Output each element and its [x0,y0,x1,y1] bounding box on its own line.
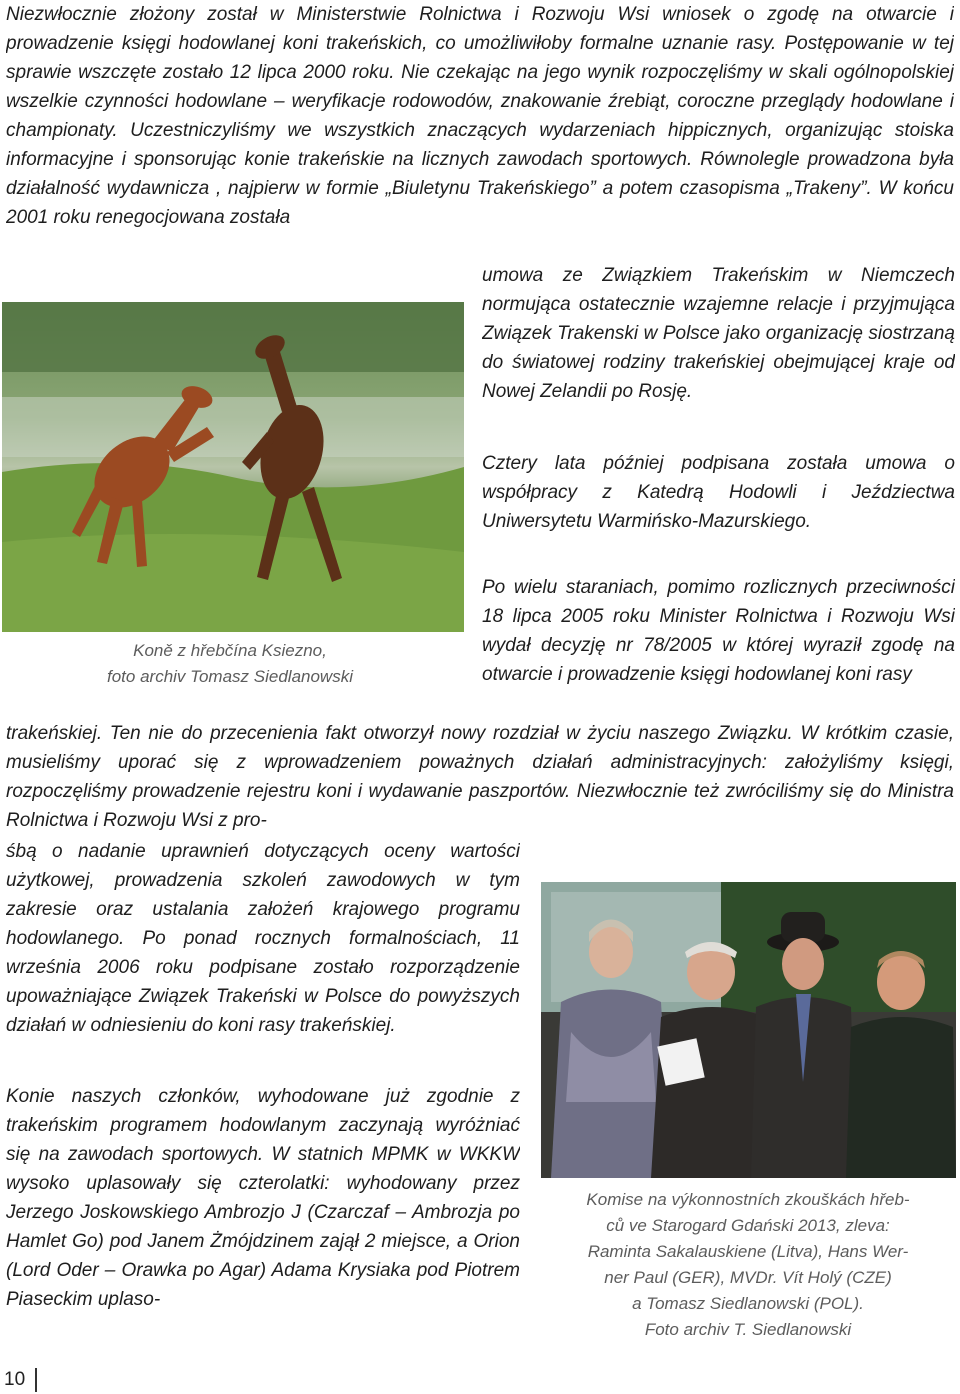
people-image [541,882,956,1178]
intro-paragraph [6,0,954,263]
people-caption [538,1187,958,1343]
horses-caption-line-2: foto archiv Tomasz Siedlanowski [107,667,353,686]
left-column-para-2: Konie naszych członków, wyhodowane już zgodnie z trakeńskim programem hodowlanym zaczynają wyróżniać się na zawodach sportowych. W statnich MPMK w WKKW wysoko uplasowały się czterolatki: wyhodowany przez Jerzego Joskowskiego Ambrozjo J (Czarczaf – Ambrozja po Hamlet Go) pod Janem Żmójdzinem zajął 2 miejsce, a Orion (Lord Oder – Orawka po Agar) Adama Krysiaka pod Piotrem Piaseckim uplaso- [6,1086,520,1310]
people-caption-line-5: a Tomasz Siedlanowski (POL). [632,1294,864,1313]
right-column-para-2: Cztery lata później podpisana została umowa o współpracy z Katedrą Hodowli i Jeździectwa Uniwersytetu Warmińsko-Mazurskiego. [482,453,955,532]
people-photo [541,882,956,1178]
people-caption-line-3: Raminta Sakalauskiene (Litva), Hans Wer- [587,1242,909,1261]
people-caption-line-2: ců ve Starogard Gdański 2013, zleva: [606,1216,890,1235]
intro-text: Niezwłocznie złożony został w Ministerstwie Rolnictwa i Rozwoju Wsi wniosek o zgodę na otwarcie i prowadzenie księgi hodowlanej koni trakeńskich, co umożliwiłoby formalne uznanie rasy. Postępowanie w tej sprawie wszczęte zostało 12 lipca 2000 roku. Nie czekając na jego wynik rozpoczęliśmy w skali ogólnopolskiej wszelkie czynności hodowlane – weryfikacje rodowodów, znakowanie źrebiąt, coroczne przeglądy hodowlane i championaty. Uczestniczyliśmy we wszystkich znaczących wydarzeniach hippicznych, organizując stoiska informacyjne i sponsorując konie trakeńskie na licznych zawodach sportowych. Równolegle prowadzona była działalność wydawnicza , najpierw w formie „Biuletynu Trakeńskiego” a potem czasopisma „Trakeny”. W końcu 2001 roku renegocjowana została [6,4,954,228]
people-caption-line-4: ner Paul (GER), MVDr. Vít Holý (CZE) [604,1268,892,1287]
horses-caption-line-1: Koně z hřebčína Ksiezno, [133,641,327,660]
horses-caption [20,638,440,690]
page-number: 10 [4,1368,37,1392]
horses-photo [2,302,464,632]
horses-image [2,302,464,632]
left-column-para-1: śbą o nadanie uprawnień dotyczących oceny wartości użytkowej, prowadzenia szkoleń zawodowych w tym zakresie oraz ustalania założeń krajowego programu hodowlanego. Po ponad rocznych formalnościach, 11 września 2006 roku podpisane zostało rozporządzenie upoważniające Związek Trakeński w Polsce do powyższych działań w odniesieniu do koni rasy trakeńskiej. [6,841,520,1036]
right-column-para-1: umowa ze Związkiem Trakeńskim w Niemczech normująca ostatecznie wzajemne relacje i przyjmująca Związek Trakenski w Polsce jako organizację siostrzaną do światowej rodziny trakeńskiej obejmującej kraje od Nowej Zelandii po Rosję. [482,265,955,402]
people-caption-line-6: Foto archiv T. Siedlanowski [644,1320,852,1339]
right-column-para-3: Po wielu staraniach, pomimo rozlicznych przeciwności 18 lipca 2005 roku Minister Rolnictwa i Rozwoju Wsi wydał decyzję nr 78/2005 w której wyraził zgodę na otwarcie i prowadzenie księgi hodowlanej koni rasy [482,577,955,685]
full-width-paragraph: trakeńskiej. Ten nie do przecenienia fakt otworzył nowy rozdział w życiu naszego Związku. W krótkim czasie, musieliśmy uporać się z wprowadzeniem poważnych działań administracyjnych: założyliśmy księgi, rozpoczęliśmy prowadzenie rejestru koni i wydawanie paszportów. Niezwłocznie też zwróciliśmy się do Ministra Rolnictwa i Rozwoju Wsi z pro- [6,723,954,831]
people-caption-line-1: Komise na výkonnostních zkouškách hřeb- [586,1190,910,1209]
